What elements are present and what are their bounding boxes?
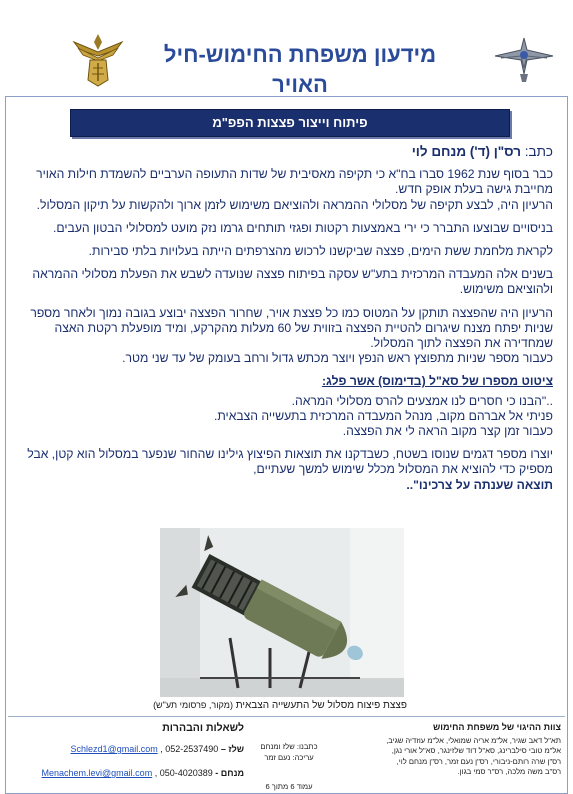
closing-paragraph bbox=[22, 447, 553, 493]
contact-phone: 050-4020389 , bbox=[154, 768, 213, 778]
paragraph-2: הרעיון היה, לבצע תקיפה של מסלולי ההמראה ולהוציאם משימוש לזמן ארוך ולהקשות על תיקון המסלול. bbox=[36, 197, 553, 212]
paragraph-3: בניסויים שבוצעו התברר כי ירי באמצעות רקטות ופגזי תותחים גרמו נזק מועט למסלולי הבטון העבים. bbox=[52, 220, 553, 235]
photo-source: (מקור, פרסומי תע"ש) bbox=[153, 700, 233, 710]
article-body bbox=[22, 144, 553, 501]
paragraph bbox=[22, 167, 553, 213]
photo-caption-block bbox=[120, 700, 440, 711]
steering-team-line: רס"ן שרה רותם-ניבורי, רס"ן נעם זמר, רס"ן מנחם לוי, bbox=[396, 756, 561, 766]
quote bbox=[22, 394, 553, 440]
steering-team-line: רס"ב משה מלכה, רס"ר סמי בגון. bbox=[457, 767, 561, 776]
contact-email-link[interactable]: Menachem.levi@gmail.com bbox=[41, 768, 153, 778]
site-title: מידעון משפחת החימוש-חיל האויר bbox=[163, 42, 437, 97]
quote-line-1: .."הבנו כי חסרים לנו אמצעים להרס מסלולי המראה. bbox=[291, 393, 553, 408]
editors-block bbox=[244, 742, 334, 763]
byline bbox=[22, 144, 553, 159]
contact-email-link[interactable]: Schlezd1@gmail.com bbox=[70, 744, 158, 754]
paragraph-1: כבר בסוף שנת 1962 סברו בח"א כי תקיפה מאסיבית של שדות התעופה הערביים להשמדת חילות האויר מחייבת גישה בעלת אופק חדש. bbox=[36, 167, 553, 197]
byline-prefix: כתב: bbox=[524, 144, 553, 159]
quote-heading: ציטוט מספרו של סא"ל (בדימוס) אשר פלג: bbox=[321, 374, 553, 389]
runway-penetration-bomb-image bbox=[160, 528, 404, 697]
contact-row bbox=[18, 744, 244, 754]
paragraph-6: הרעיון היה שהפצצה תותקן על המטוס כמו כל פצצת אויר, שחרור הפצצה יבוצע בגובה נמוך ולאחר מספר שניות יפתח מצנח שיגרום להטיית הפצצה בזווית של 60 מעלות מהקרקע, ומיד מופעלת רקטת האצה שמחדירה את הפצצה לתוך המסלול. bbox=[30, 305, 553, 351]
byline-author: רס"ן (ד') מנחם לוי bbox=[411, 144, 521, 159]
paragraph-7: כעבור מספר שניות מתפוצץ ראש הנפץ ויוצר מכתש גדול ורחב בעומק של עד שני מטר. bbox=[122, 351, 553, 366]
article-title: פיתוח וייצור פצצות הפפ"מ bbox=[70, 109, 510, 137]
page-number: עמוד 6 מתוך 6 bbox=[265, 782, 313, 791]
footer-divider bbox=[8, 716, 565, 717]
contact-block bbox=[18, 722, 244, 792]
photo-caption: פצצת פיצוח מסלול של התעשייה הצבאית bbox=[235, 700, 407, 711]
paragraph-4: לקראת מלחמת ששת הימים, פצצה שביקשנו לרכוש מהצרפתים הייתה בעלויות בלתי סבירות. bbox=[88, 244, 553, 259]
steering-team bbox=[349, 722, 561, 778]
paragraph-5: בשנים אלה המעבדה המרכזית בתע"ש עסקה בפיתוח פצצה שנועדה לשבש את הפעלת מסלולי ההמראה ולהוציאם משימוש. bbox=[32, 267, 553, 297]
steering-team-line: אל"מ טובי סילברינג, סא"ל דוד שלזינגר, סא"ל אורי נגן, bbox=[391, 746, 561, 755]
editing-line: עריכה: נעם זמר bbox=[264, 752, 314, 762]
bomb-photo bbox=[160, 528, 404, 697]
air-force-wings-logo bbox=[493, 30, 555, 86]
paragraph bbox=[22, 306, 553, 367]
contact-name: שלז – bbox=[220, 744, 244, 754]
writers-line: כתבנו: שלז ומנחם bbox=[260, 742, 318, 751]
contact-name: מנחם - bbox=[215, 768, 244, 778]
quote-line-3: כעבור זמן קצר מקוב הראה לי את הפצצה. bbox=[342, 424, 553, 439]
contact-row bbox=[18, 768, 244, 778]
quote-line-2: פניתי אל אברהם מקוב, מנהל המעבדה המרכזית בתעשייה הצבאית. bbox=[213, 408, 553, 423]
contact-phone: 052-2537490 , bbox=[160, 744, 219, 754]
page-header bbox=[0, 0, 573, 96]
closing-bold: תוצאה שענתה על צרכינו".. bbox=[406, 477, 553, 492]
steering-team-line: תא"ל דאב שגיר, אל"מ אריה שמואלי, אל"מ עוזדיה שגיב, bbox=[386, 735, 561, 745]
closing-text: יוצרו מספר דגמים שנוסו בשטח, כשבדקנו את תוצאות הפיצוץ גילינו שהחור שנפער במסלול הוא קטן, אבל מספיק כדי להוציא את המסלול מכלל שימוש למשך שעתיים, bbox=[27, 447, 553, 477]
corps-emblem-logo bbox=[68, 28, 128, 88]
steering-team-heading: צוות ההיגוי של משפחת החימוש bbox=[433, 722, 561, 732]
contact-heading: לשאלות והבהרות bbox=[162, 722, 244, 734]
